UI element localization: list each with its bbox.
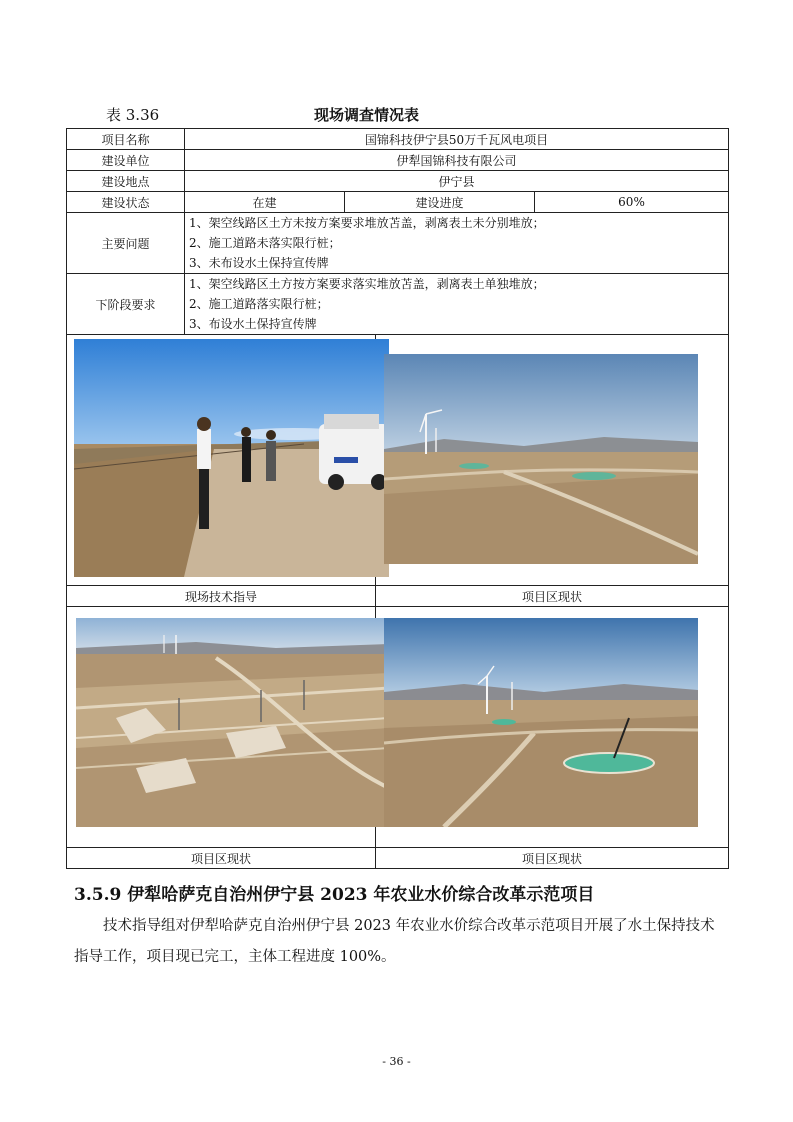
photo-caption-row	[67, 586, 729, 607]
photo-caption: 项目区现状	[376, 848, 729, 869]
section-heading: 3.5.9 伊犁哈萨克自治州伊宁县 2023 年农业水价综合改革示范项目	[74, 885, 595, 905]
table-number: 表 3.36	[106, 106, 160, 124]
photo-cell	[376, 607, 729, 848]
progress-label: 建设进度	[345, 192, 535, 213]
site-guidance-photo	[74, 339, 389, 577]
table-row	[67, 171, 729, 192]
photo-caption: 项目区现状	[376, 586, 729, 607]
next-steps-label: 下阶段要求	[67, 274, 185, 335]
progress-value: 60%	[535, 192, 729, 213]
builder-value: 伊犁国锦科技有限公司	[185, 150, 729, 171]
page-number: - 36 -	[382, 1055, 411, 1068]
project-name-value: 国锦科技伊宁县50万千瓦风电项目	[185, 129, 729, 150]
issues-list	[185, 213, 729, 274]
photo-cell	[67, 607, 376, 848]
table-title: 现场调查情况表	[314, 106, 420, 124]
photo-row	[67, 607, 729, 848]
section-paragraph: 技术指导组对伊犁哈萨克自治州伊宁县 2023 年农业水价综合改革示范项目开展了水土保持技术指导工作，项目现已完工，主体工程进度 100%。	[74, 918, 715, 965]
requirement-item: 2、施工道路落实限行桩；	[189, 297, 329, 311]
table-caption	[66, 102, 728, 124]
issue-item: 1、架空线路区土方未按方案要求堆放苫盖，剥离表土未分别堆放；	[189, 216, 545, 230]
project-area-photo	[76, 618, 389, 827]
project-name-label: 项目名称	[67, 129, 185, 150]
photo-caption-row	[67, 848, 729, 869]
table-row	[67, 274, 729, 335]
table-row	[67, 129, 729, 150]
table-row	[67, 213, 729, 274]
photo-row	[67, 335, 729, 586]
builder-label: 建设单位	[67, 150, 185, 171]
issue-item: 2、施工道路未落实限行桩；	[189, 236, 341, 250]
project-area-photo	[384, 354, 698, 564]
survey-table	[66, 128, 729, 869]
next-steps-list	[185, 274, 729, 335]
location-value: 伊宁县	[185, 171, 729, 192]
photo-caption: 现场技术指导	[67, 586, 376, 607]
status-value: 在建	[185, 192, 345, 213]
table-row	[67, 150, 729, 171]
issues-label: 主要问题	[67, 213, 185, 274]
location-label: 建设地点	[67, 171, 185, 192]
issue-item: 3、未布设水土保持宣传牌	[189, 256, 329, 270]
requirement-item: 1、架空线路区土方按方案要求落实堆放苫盖，剥离表土单独堆放；	[189, 277, 545, 291]
requirement-item: 3、布设水土保持宣传牌	[189, 317, 317, 331]
status-label: 建设状态	[67, 192, 185, 213]
table-row	[67, 192, 729, 213]
photo-cell	[67, 335, 376, 586]
project-area-photo	[384, 618, 698, 827]
photo-cell	[376, 335, 729, 586]
photo-caption: 项目区现状	[67, 848, 376, 869]
